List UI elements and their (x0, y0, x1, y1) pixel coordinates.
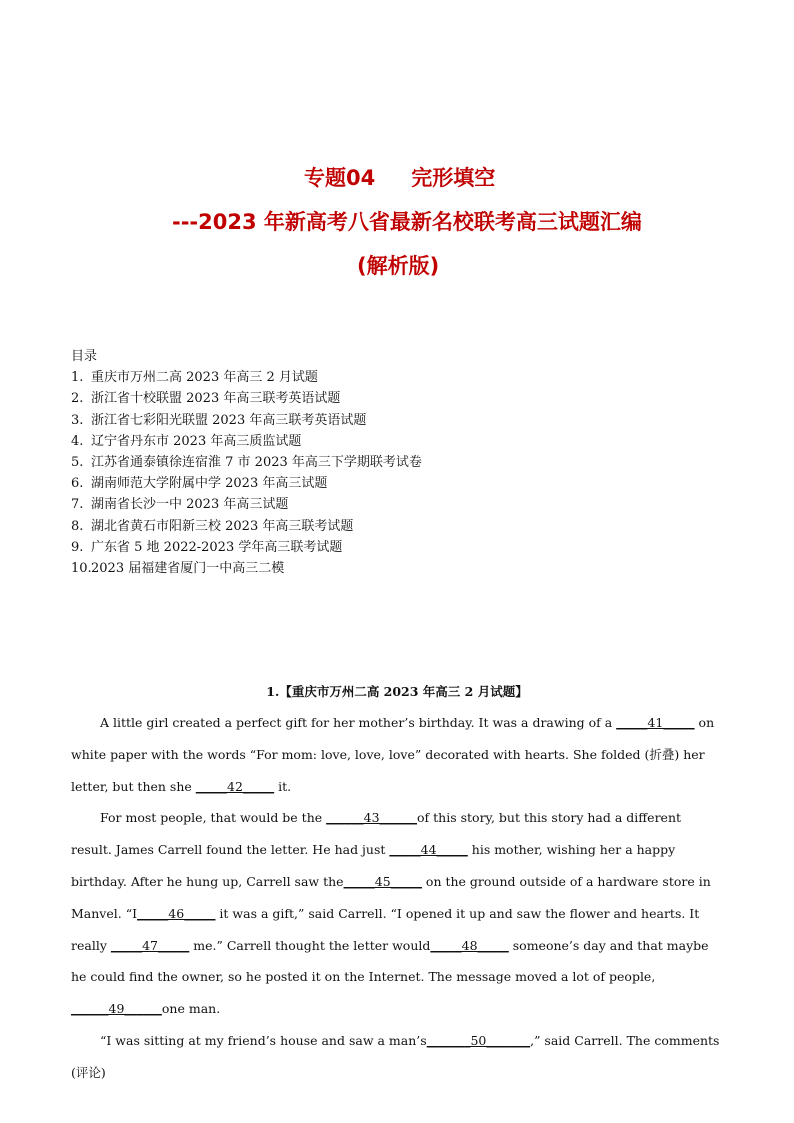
title-line-2: ---2023 年新高考八省最新名校联考高三试题汇编 (172, 210, 642, 234)
blank-46: _____46_____ (137, 905, 216, 921)
toc-item-text: 浙江省十校联盟 2023 年高三联考英语试题 (91, 391, 341, 407)
toc-item-number: 7. (71, 497, 84, 513)
section-heading: 1.【重庆市万州二高 2023 年高三 2 月试题】 (266, 684, 528, 699)
toc-item-number: 8. (71, 518, 84, 534)
title-line-1 (304, 160, 495, 196)
blank-50: _______50_______ (426, 1032, 531, 1048)
toc-item-text: 湖北省黄石市阳新三校 2023 年高三联考试题 (91, 518, 354, 534)
table-of-contents (71, 346, 422, 579)
passage-text: on white paper with the words “For mom: love, love, love” decorated with hearts. She folded (折叠) her letter, but then she (71, 715, 715, 794)
blank-47: _____47_____ (110, 937, 190, 953)
toc-item (71, 537, 422, 558)
passage-paragraph (71, 707, 723, 802)
blank-49: ______49______ (71, 1001, 162, 1017)
toc-item-number: 4. (71, 433, 84, 449)
toc-item (71, 452, 422, 473)
toc-item-text: 2023 届福建省厦门一中高三二模 (91, 561, 285, 577)
title-line-3: (解析版) (357, 254, 440, 278)
passage-text: his mother, wishing her a happy birthday. After he hung up, Carrell saw the (71, 842, 676, 889)
toc-item-text: 湖南师范大学附属中学 2023 年高三试题 (91, 476, 328, 492)
cloze-passage (71, 707, 723, 1089)
toc-item-number: 1. (71, 370, 84, 386)
blank-43: ______43______ (326, 810, 418, 826)
toc-item (71, 558, 422, 579)
blank-42: _____42_____ (195, 778, 275, 794)
title-topic-name: 完形填空 (411, 166, 496, 190)
blank-45: _____45_____ (343, 873, 422, 889)
toc-item (71, 431, 422, 452)
title-topic-number: 专题04 (304, 166, 376, 190)
passage-text: me.” Carrell thought the letter would (189, 937, 431, 953)
toc-item (71, 388, 422, 409)
passage-text: “I was sitting at my friend’s house and saw a man’s (100, 1032, 427, 1048)
toc-item (71, 516, 422, 537)
toc-item-number: 5. (71, 455, 84, 471)
toc-item (71, 410, 422, 431)
blank-48: _____48_____ (430, 937, 509, 953)
toc-item (71, 473, 422, 494)
toc-item-number: 10. (71, 561, 92, 577)
toc-item-text: 重庆市万州二高 2023 年高三 2 月试题 (91, 370, 318, 386)
toc-item-text: 江苏省通泰镇徐连宿淮 7 市 2023 年高三下学期联考试卷 (91, 455, 422, 471)
toc-item-text: 湖南省长沙一中 2023 年高三试题 (91, 497, 289, 513)
toc-item-text: 广东省 5 地 2022-2023 学年高三联考试题 (91, 539, 343, 555)
passage-text: it. (274, 778, 292, 794)
passage-text: of this story, but this story had a different result. James Carrell found the letter. He had just (71, 810, 682, 858)
toc-item (71, 494, 422, 515)
passage-text: on the ground outside of a hardware store in Manvel. “I (71, 873, 711, 921)
toc-item (71, 367, 422, 388)
toc-item-number: 6. (71, 476, 84, 492)
toc-item-number: 3. (71, 412, 84, 428)
passage-text: someone’s day and that maybe he could find the owner, so he posted it on the Internet. The message moved a lot of people, (71, 937, 709, 985)
passage-paragraph (71, 802, 723, 1025)
blank-44: _____44_____ (389, 842, 468, 858)
passage-text: one man. (161, 1001, 221, 1017)
passage-text: it was a gift,” said Carrell. “I opened it up and saw the flower and hearts. It really (71, 905, 700, 953)
passage-text: ,” said Carrell. The comments (评论) (71, 1032, 720, 1080)
blank-41: _____41_____ (616, 715, 695, 730)
toc-item-number: 2. (71, 391, 84, 407)
toc-item-number: 9. (71, 539, 84, 555)
toc-heading: 目录 (71, 349, 98, 364)
passage-text: For most people, that would be the (100, 810, 327, 826)
passage-paragraph (71, 1025, 723, 1089)
toc-item-text: 辽宁省丹东市 2023 年高三质监试题 (91, 433, 302, 449)
toc-item-text: 浙江省七彩阳光联盟 2023 年高三联考英语试题 (91, 412, 367, 428)
passage-text: A little girl created a perfect gift for her mother’s birthday. It was a drawing of a (100, 715, 617, 730)
